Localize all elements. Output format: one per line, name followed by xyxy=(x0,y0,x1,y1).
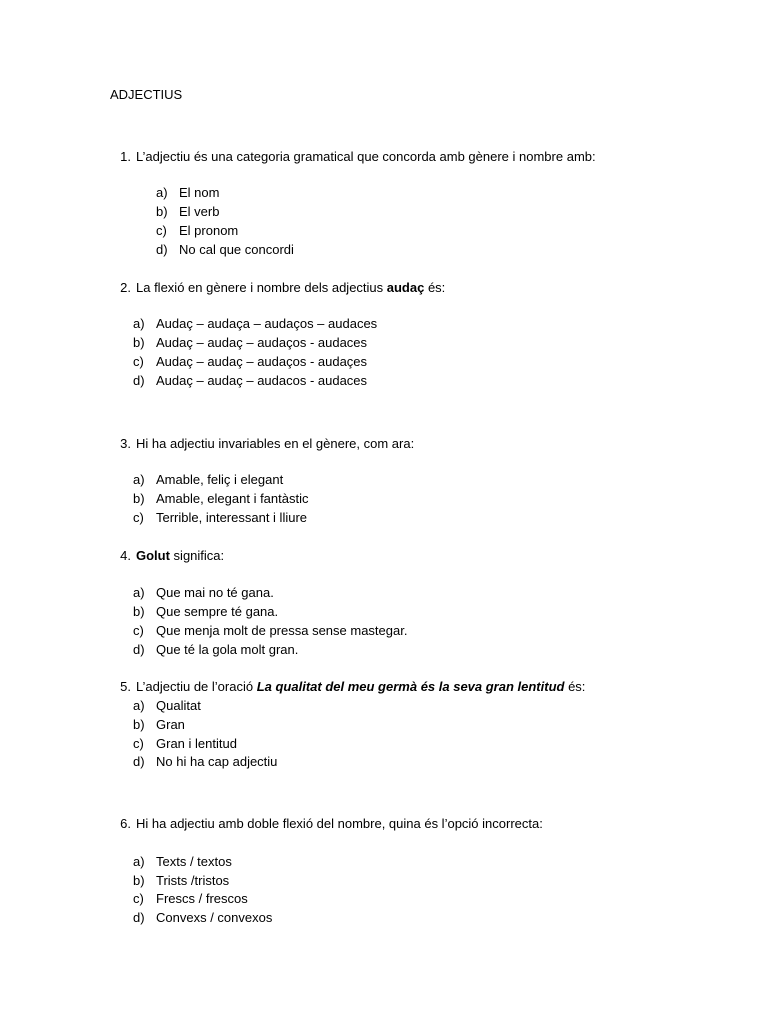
option-letter: a) xyxy=(133,854,145,869)
option-text: Audaç – audaç – audaços - audaçes xyxy=(156,354,368,369)
question-number: 2. xyxy=(120,280,131,295)
question-number: 3. xyxy=(120,436,131,451)
option-text: Que mai no té gana. xyxy=(156,585,274,600)
option-text: Qualitat xyxy=(156,698,201,713)
option-letter: d) xyxy=(133,910,145,925)
option-letter: a) xyxy=(156,185,168,200)
document-title: ADJECTIUS xyxy=(110,87,183,102)
option-text: Convexs / convexos xyxy=(156,910,273,925)
option-letter: c) xyxy=(133,354,144,369)
option-letter: c) xyxy=(133,510,144,525)
option-text: Frescs / frescos xyxy=(156,891,248,906)
question-number: 1. xyxy=(120,149,131,164)
option-text: Amable, elegant i fantàstic xyxy=(156,491,309,506)
option-letter: b) xyxy=(133,717,145,732)
option-text: Texts / textos xyxy=(156,854,232,869)
question-text: Hi ha adjectiu invariables en el gènere, com ara: xyxy=(136,436,415,451)
option-letter: d) xyxy=(133,754,145,769)
emphasized-word: audaç xyxy=(386,280,425,295)
option-letter: d) xyxy=(133,642,145,657)
option-letter: a) xyxy=(133,585,145,600)
option-text: No cal que concordi xyxy=(179,242,294,257)
option-text: Que té la gola molt gran. xyxy=(156,642,299,657)
option-text: Que sempre té gana. xyxy=(156,604,279,619)
question-number: 5. xyxy=(120,679,131,694)
option-text: Audaç – audaç – audaços - audaces xyxy=(156,335,368,350)
option-letter: b) xyxy=(133,491,145,506)
option-letter: d) xyxy=(156,242,168,257)
option-letter: b) xyxy=(133,873,145,888)
option-letter: a) xyxy=(133,472,145,487)
option-text: Trists /tristos xyxy=(156,873,230,888)
option-letter: a) xyxy=(133,698,145,713)
question-number: 4. xyxy=(120,548,131,563)
option-letter: d) xyxy=(133,373,145,388)
option-text: Audaç – audaça – audaços – audaces xyxy=(156,316,378,331)
option-text: Gran i lentitud xyxy=(156,736,237,751)
emphasized-word: Golut xyxy=(136,548,170,563)
question-number: 6. xyxy=(120,816,131,831)
option-text: El pronom xyxy=(179,223,239,238)
option-letter: b) xyxy=(156,204,168,219)
option-letter: c) xyxy=(133,623,144,638)
option-text: Gran xyxy=(156,717,185,732)
option-letter: c) xyxy=(156,223,167,238)
option-text: Que menja molt de pressa sense mastegar. xyxy=(156,623,408,638)
question-text: L’adjectiu de l’oració La qualitat del meu germà és la seva gran lentitud és: xyxy=(136,679,586,694)
option-text: Audaç – audaç – audacos - audaces xyxy=(156,373,368,388)
emphasized-sentence: La qualitat del meu germà és la seva gran lentitud xyxy=(256,679,565,694)
question-text: Golut significa: xyxy=(136,548,225,563)
question-text: Hi ha adjectiu amb doble flexió del nombre, quina és l’opció incorrecta: xyxy=(136,816,543,831)
option-text: El verb xyxy=(179,204,220,219)
option-text: El nom xyxy=(179,185,220,200)
option-letter: b) xyxy=(133,335,145,350)
option-text: No hi ha cap adjectiu xyxy=(156,754,278,769)
option-letter: c) xyxy=(133,736,144,751)
question-text: La flexió en gènere i nombre dels adjectius audaç és: xyxy=(136,280,446,295)
option-text: Amable, feliç i elegant xyxy=(156,472,284,487)
option-letter: b) xyxy=(133,604,145,619)
option-text: Terrible, interessant i lliure xyxy=(156,510,308,525)
question-text: L’adjectiu és una categoria gramatical que concorda amb gènere i nombre amb: xyxy=(136,149,596,164)
option-letter: a) xyxy=(133,316,145,331)
option-letter: c) xyxy=(133,891,144,906)
